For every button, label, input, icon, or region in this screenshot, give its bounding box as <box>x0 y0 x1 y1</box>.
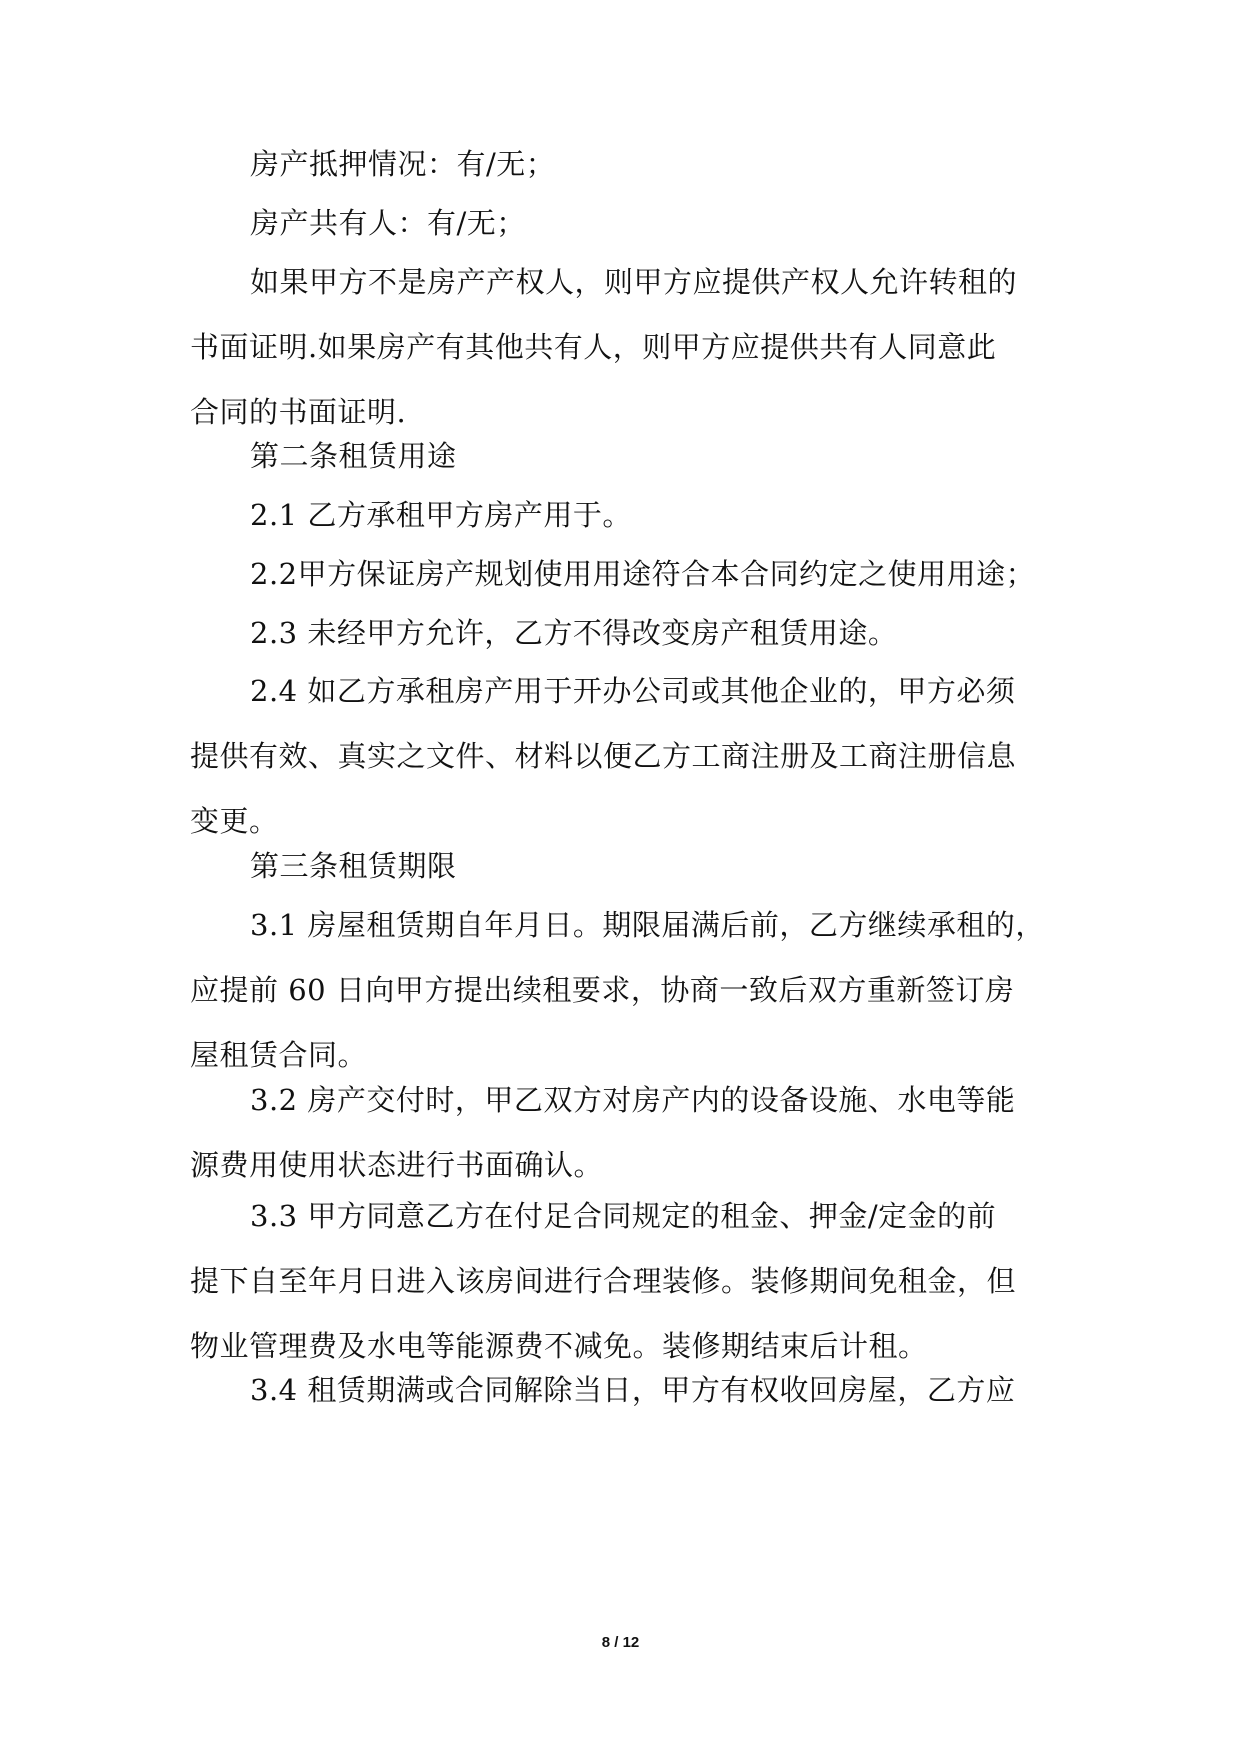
section-heading-article-2 <box>190 424 1060 489</box>
paragraph-line: 3.3 甲方同意乙方在付足合同规定的租金、押金/定金的前 <box>250 1199 997 1233</box>
paragraph-line: 源费用使用状态进行书面确认。 <box>190 1148 604 1182</box>
clause-3-4 <box>190 1358 1060 1423</box>
paragraph-mortgage-status <box>190 132 1060 197</box>
paragraph-line: 应提前 60 日向甲方提出续租要求，协商一致后双方重新签订房 <box>190 973 1015 1007</box>
paragraph-line: 变更。 <box>190 804 279 838</box>
paragraph-line: 2.4 如乙方承租房产用于开办公司或其他企业的，甲方必须 <box>250 674 1016 708</box>
clause-2-4 <box>190 659 1060 854</box>
paragraph-line: 提下自至年月日进入该房间进行合理装修。装修期间免租金，但 <box>190 1264 1017 1298</box>
clause-3-3 <box>190 1184 1060 1379</box>
paragraph-proof-of-ownership <box>190 250 1060 445</box>
section-heading: 第二条租赁用途 <box>250 439 457 473</box>
clause-2-2 <box>190 542 1060 607</box>
clause-3-1 <box>190 893 1060 1088</box>
page-number: 8 / 12 <box>601 1634 640 1651</box>
paragraph-line: 3.4 租赁期满或合同解除当日，甲方有权收回房屋，乙方应 <box>250 1373 1016 1407</box>
paragraph-line: 2.3 未经甲方允许，乙方不得改变房产租赁用途。 <box>250 616 898 650</box>
clause-2-1 <box>190 483 1060 548</box>
clause-2-3 <box>190 601 1060 666</box>
paragraph-line: 合同的书面证明. <box>190 395 407 429</box>
paragraph-line: 2.2甲方保证房产规划使用用途符合本合同约定之使用用途； <box>250 557 1036 591</box>
paragraph-line: 屋租赁合同。 <box>190 1038 368 1072</box>
section-heading: 第三条租赁期限 <box>250 849 457 883</box>
paragraph-line: 3.1 房屋租赁期自年月日。期限届满后前，乙方继续承租的， <box>250 908 1045 942</box>
paragraph-line: 2.1 乙方承租甲方房产用于。 <box>250 498 632 532</box>
paragraph-line: 房产共有人：有/无； <box>250 206 526 240</box>
section-heading-article-3 <box>190 834 1060 899</box>
paragraph-line: 书面证明.如果房产有其他共有人，则甲方应提供共有人同意此 <box>190 330 997 364</box>
paragraph-line: 物业管理费及水电等能源费不减免。装修期结束后计租。 <box>190 1329 928 1363</box>
paragraph-line: 房产抵押情况：有/无； <box>250 147 556 181</box>
paragraph-line: 如果甲方不是房产产权人，则甲方应提供产权人允许转租的 <box>250 265 1018 299</box>
paragraph-line: 3.2 房产交付时，甲乙双方对房产内的设备设施、水电等能 <box>250 1083 1016 1117</box>
paragraph-line: 提供有效、真实之文件、材料以便乙方工商注册及工商注册信息 <box>190 739 1017 773</box>
paragraph-co-owner <box>190 191 1060 256</box>
clause-3-2 <box>190 1068 1060 1198</box>
